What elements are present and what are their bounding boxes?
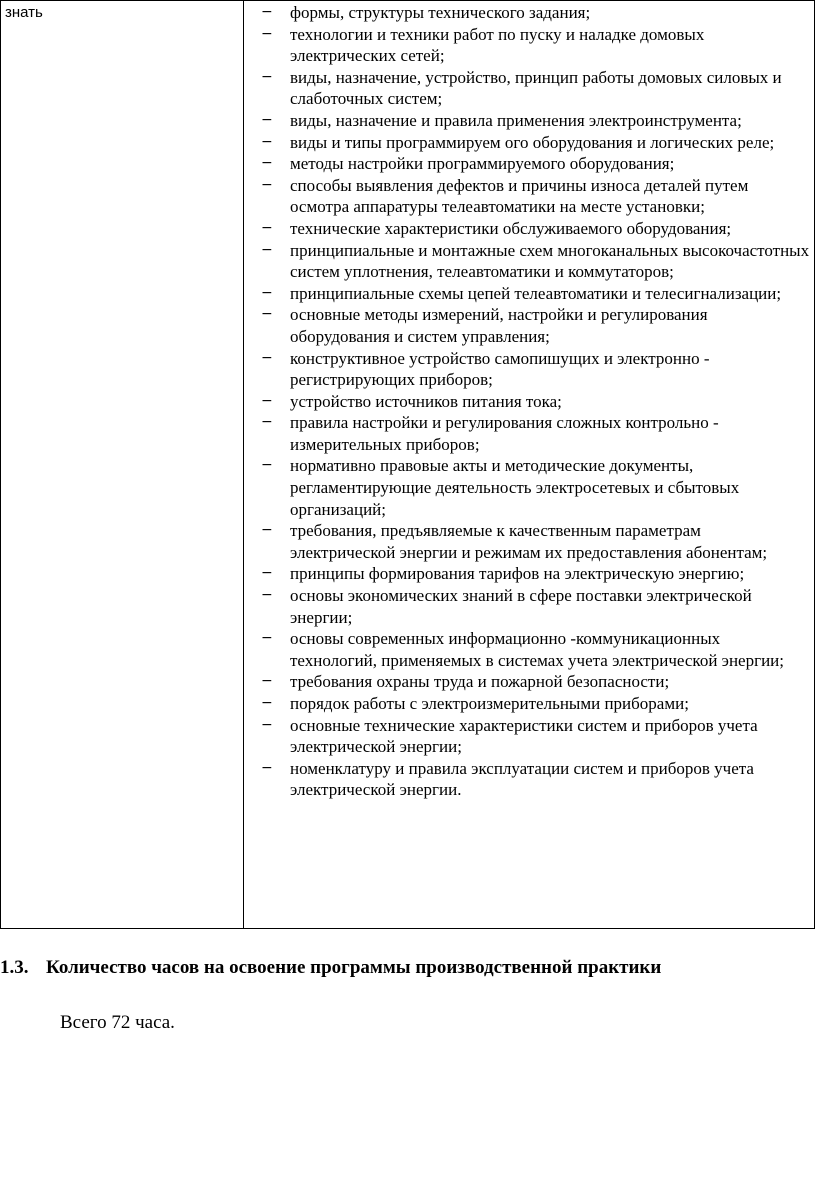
list-item [244, 153, 810, 175]
list-item [244, 24, 810, 67]
list-item-text: устройство источников питания тока; [290, 391, 562, 411]
section-number: 1.3. [0, 957, 29, 978]
list-item [244, 2, 810, 24]
dash-bullet: − [261, 176, 273, 193]
dash-bullet: − [261, 219, 273, 236]
label-cell [1, 1, 244, 929]
list-item-text: принципы формирования тарифов на электрическую энергию; [290, 564, 745, 584]
dash-bullet: − [261, 25, 273, 42]
dash-bullet: − [261, 522, 273, 539]
dash-bullet: − [261, 306, 273, 323]
list-item [244, 628, 810, 671]
list-item [244, 218, 810, 240]
dash-bullet: − [261, 349, 273, 366]
dash-bullet: − [261, 392, 273, 409]
list-item-text: основные технические характеристики систем и приборов учета электрической энергии; [290, 715, 758, 757]
list-item [244, 671, 810, 693]
dash-bullet: − [261, 284, 273, 301]
table-row [1, 1, 815, 929]
list-item [244, 391, 810, 413]
dash-bullet: − [261, 457, 273, 474]
list-item-text: основы экономических знаний в сфере поставки электрической энергии; [290, 586, 752, 627]
dash-bullet: − [261, 133, 273, 150]
dash-bullet: − [261, 587, 273, 604]
section-heading [0, 957, 661, 979]
section-title: Количество часов на освоение программы производственной практики [46, 957, 662, 978]
items-cell [244, 1, 815, 929]
list-item-text: формы, структуры технического задания; [290, 3, 591, 22]
list-item-text: основы современных информационно -коммуникационных технологий, применяемых в системах учета электрической энергии; [290, 629, 784, 670]
dash-bullet: − [261, 68, 273, 85]
list-item-text: принципиальные и монтажные схем многоканальных высокочастотных систем уплотнения, телеавтоматики и коммутаторов; [290, 240, 810, 282]
list-item-text: способы выявления дефектов и причины износа деталей путем осмотра аппаратуры телеавтоматики на месте установки; [290, 175, 749, 217]
list-item-text: виды, назначение, устройство, принцип работы домовых силовых и слаботочных систем; [290, 67, 782, 109]
list-item-text: нормативно правовые акты и методические документы, регламентирующие деятельность электросетевых и сбытовых организаций; [290, 456, 740, 519]
dash-bullet: − [261, 155, 273, 172]
list-item [244, 67, 810, 110]
list-item [244, 304, 810, 347]
list-item-text: принципиальные схемы цепей телеавтоматики и телесигнализации; [290, 283, 782, 303]
list-item [244, 520, 810, 563]
list-item [244, 585, 810, 628]
list-item [244, 758, 810, 801]
list-item-text: технические характеристики обслуживаемого оборудования; [290, 218, 732, 238]
list-item-text: требования охраны труда и пожарной безопасности; [290, 672, 670, 692]
list-item [244, 715, 810, 758]
list-item-text: конструктивное устройство самопишущих и электронно - регистрирующих приборов; [290, 348, 710, 390]
list-item-text: основные методы измерений, настройки и регулирования оборудования и систем управления; [290, 305, 708, 346]
list-item [244, 693, 810, 715]
list-item-text: виды и типы программируем ого оборудования и логических реле; [290, 132, 775, 152]
list-item [244, 110, 810, 132]
list-item [244, 455, 810, 520]
dash-bullet: − [261, 673, 273, 690]
dash-bullet: − [261, 414, 273, 431]
list-item [244, 132, 810, 154]
dash-bullet: − [261, 630, 273, 647]
list-item [244, 283, 810, 305]
list-item-text: методы настройки программируемого оборудования; [290, 154, 675, 174]
list-item [244, 563, 810, 585]
total-hours-text: Всего 72 часа. [60, 1012, 175, 1033]
dash-bullet: − [261, 716, 273, 733]
list-item-text: порядок работы с электроизмерительными приборами; [290, 694, 689, 713]
dash-bullet: − [261, 111, 273, 128]
knowledge-list [244, 1, 814, 801]
dash-bullet: − [261, 241, 273, 258]
list-item-text: правила настройки и регулирования сложных контрольно - измерительных приборов; [290, 413, 719, 454]
list-item-text: технологии и техники работ по пуску и наладке домовых электрических сетей; [290, 24, 705, 66]
dash-bullet: − [261, 759, 273, 776]
list-item-text: требования, предъявляемые к качественным параметрам электрической энергии и режимам их предоставления абонентам; [290, 521, 768, 562]
dash-bullet: − [261, 4, 273, 20]
dash-bullet: − [261, 565, 273, 582]
list-item [244, 412, 810, 455]
dash-bullet: − [261, 695, 273, 711]
list-item [244, 175, 810, 218]
label-text: знать [5, 4, 43, 21]
list-item [244, 240, 810, 283]
list-item-text: номенклатуру и правила эксплуатации систем и приборов учета электрической энергии. [290, 758, 754, 800]
list-item [244, 348, 810, 391]
list-item-text: виды, назначение и правила применения электроинструмента; [290, 110, 742, 130]
